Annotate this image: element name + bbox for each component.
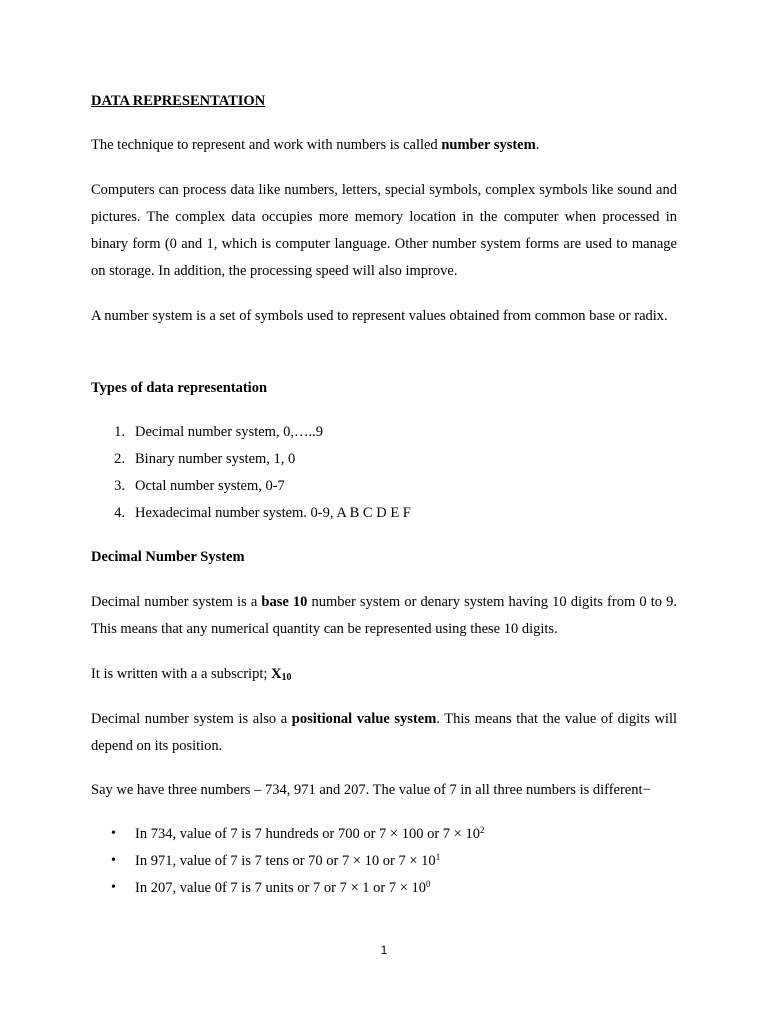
intro-paragraph [91, 137, 677, 154]
bullet-marker: • [111, 880, 116, 895]
example-line: Say we have three numbers – 734, 971 and 207. The value of 7 in all three numbers is different− [91, 782, 651, 798]
definition-paragraph: A number system is a set of symbols used to represent values obtained from common base or radix. [91, 308, 668, 324]
types-list [91, 424, 677, 534]
positional-text-rest: . This means that the value of digits will depend on its position. [91, 711, 677, 754]
list-marker: 3. [114, 478, 125, 494]
list-marker: 1. [114, 424, 125, 440]
bullet-marker: • [111, 853, 116, 868]
intro-end: . [535, 137, 540, 153]
bullet-text: In 971, value of 7 is 7 tens or 70 or 7 × 10 or 7 × 10 [135, 853, 436, 869]
exponent: 2 [479, 825, 485, 835]
list-item-text [135, 880, 431, 897]
bullet-marker: • [111, 826, 116, 841]
subscript-variable: X [271, 666, 282, 682]
types-heading: Types of data representation [91, 380, 268, 396]
computers-paragraph: Computers can process data like numbers, letters, special symbols, complex symbols like sound and pictures. The complex data occupies more memory location in the computer when processed in binary form (0 and 1, which is computer language. Other number system forms are used to manage on storage. In addition, the processing speed will also improve. [91, 182, 677, 279]
decimal-paragraph [91, 589, 677, 643]
exponent: 1 [435, 852, 441, 862]
list-item-text [135, 853, 440, 870]
bullet-text: In 734, value of 7 is 7 hundreds or 700 or 7 × 100 or 7 × 10 [135, 826, 480, 842]
positional-bold-term: positional value system [291, 711, 437, 727]
decimal-bold-term: base 10 [261, 594, 308, 610]
list-marker: 4. [114, 505, 125, 521]
list-marker: 2. [114, 451, 125, 467]
list-item-text: Hexadecimal number system. 0-9, A B C D E F [135, 505, 411, 521]
page-title: DATA REPRESENTATION [91, 93, 266, 109]
bullet-text: In 207, value 0f 7 is 7 units or 7 or 7 × 1 or 7 × 10 [135, 880, 427, 896]
page-number: 1 [380, 943, 388, 957]
positional-paragraph [91, 706, 677, 760]
list-item-text: Binary number system, 1, 0 [135, 451, 296, 467]
list-item-text [135, 826, 484, 843]
decimal-text: Decimal number system is a [91, 594, 262, 610]
exponent: 0 [426, 879, 431, 889]
subscript-line [91, 666, 677, 683]
subscript-base: 10 [281, 672, 292, 683]
list-item-text: Decimal number system, 0,…..9 [135, 424, 324, 440]
subscript-text: It is written with a a subscript; [91, 666, 272, 682]
positional-text: Decimal number system is also a [91, 711, 292, 727]
list-item-text: Octal number system, 0-7 [135, 478, 285, 494]
decimal-heading: Decimal Number System [91, 549, 245, 565]
bullet-list [91, 826, 677, 906]
intro-text: The technique to represent and work with numbers is called [91, 137, 442, 153]
decimal-text-rest: number system or denary system having 10 digits from 0 to 9. This means that any numerical quantity can be represented using these 10 digits. [91, 594, 677, 637]
intro-bold-term: number system [441, 137, 536, 153]
